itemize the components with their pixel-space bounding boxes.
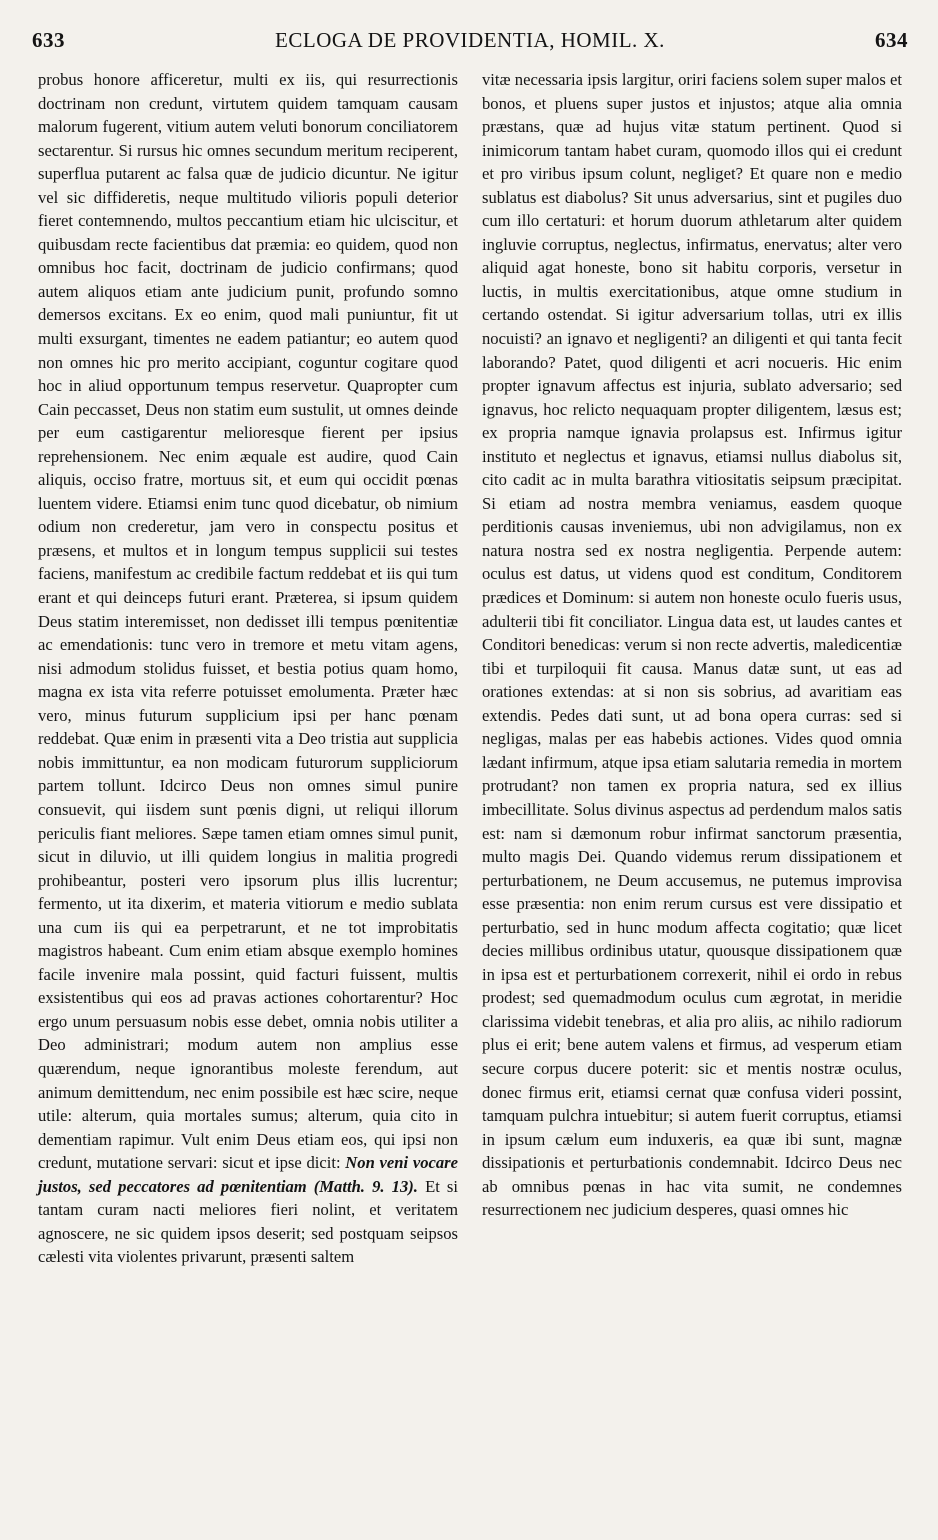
left-column-text-end: Et si tantam curam nacti meliores fieri nolint, et veritatem agnoscere, ne sic quidem ipsos deserit; sed postquam seipsos cælesti vita violentes privarunt, præsenti saltem	[38, 1176, 459, 1267]
running-title: ECLOGA DE PROVIDENTIA, HOMIL. X.	[275, 28, 665, 52]
right-column	[482, 68, 902, 1222]
left-column-paragraph	[38, 68, 458, 1269]
left-column-text: probus honore afficeretur, multi ex iis, qui resurrectionis doctrinam non credunt, virtutem quidem tamquam causam malorum fugerent, vitium autem veluti bonorum conciliatorem sectarentur. Si rursus hic omnes secundum meritum reciperent, superflua putarent ac falsa quæ de judicio dicuntur. Ne igitur vel sic diffideretis, neque multitudo vilioris populi deterior fieret contemnendo, multos peccantium etiam hic ulciscitur, et quibusdam recte facientibus dat præmia: eo quidem, quod non omnibus hoc facit, doctrinam de judicio confirmans; quod autem aliquos etiam ante judicium punit, profundo somno demersos excitans. Ex eo enim, quod mali puniuntur, fit ut multi exsurgant, timentes ne eadem patiantur; eo autem quod non omnes hic pro merito accipiant, coguntur cogitare quod hoc in aliud opportunum tempus reservetur. Quapropter cum Cain peccasset, Deus non statim eum sustulit, ut omnes deinde per eum castigarentur melioresque fierent per ipsius reprehensionem. Nec enim æquale est audire, quod Cain aliquis, occiso fratre, mortuus sit, et eum qui occidit pœnas luentem videre. Etiamsi enim tunc quod dicebatur, ob nimium odium non crederetur, jam vero in conspectu positus et præsens, et multos et in longum tempus supplicii sui testes faciens, manifestum ac credibile factum reddebat et iis qui tum erant et qui deinceps futuri erant. Præterea, si ipsum quidem Deus statim interemisset, non dedisset illi tempus pœnitentiæ ac emendationis: tunc vero in tremore et metu vitam agens, nisi admodum stolidus fuisset, et bestia potius quam homo, magna ex ista vita referre potuisset emolumenta. Præter hæc vero, minus futurum supplicium ipsi per hanc pœnam reddebat. Quæ enim in præsenti vita a Deo tristia aut supplicia nobis immittuntur, ea non modicam futurorum suppliciorum partem tollunt. Idcirco Deus non omnes simul punire consuevit, qui iisdem sunt pœnis digni, ut reliqui illorum periculis fiant meliores. Sæpe tamen etiam omnes simul punit, sicut in diluvio, ut illi quidem longius in malitia progredi prohibeantur, posteri vero ipsorum plus illis lucrentur; fermento, ut ita dixerim, et materia vitiorum e medio sublata una cum iis qui ea perpetrarunt, et ne tot improbitatis magistros habeant. Cum enim etiam absque exemplo homines facile invenire mala possint, quid facturi fuissent, multis exsistentibus qui eos ad pravas actiones cohortarentur? Hoc ergo unum persuasum nobis esse debet, omnia nobis utiliter a Deo administrari; modum autem non amplius esse quærendum, neque ignorantibus moleste ferendum, aut animum demittendum, nec enim possibile est hæc scire, neque utile: alterum, quia mortales sumus; alterum, quia cito in dementiam rapimur. Vult enim Deus etiam eos, qui ipsi non credunt, mutatione servari: sicut et ipse dicit:	[38, 70, 458, 1173]
page-number-left: 633	[32, 28, 65, 52]
running-header	[32, 14, 908, 54]
page-number-right: 634	[875, 28, 908, 52]
left-column	[38, 68, 458, 1269]
right-column-paragraph: vitæ necessaria ipsis largitur, oriri faciens solem super malos et bonos, et pluens super justos et injustos; atque alia omnia præstans, quæ ad hujus vitæ statum pertinent. Quod si inimicorum tantam habet curam, quomodo illos qui ei credunt et pro viribus ipsum colunt, negliget? Et quare non e medio sublatus est diabolus? Sit unus adversarius, sint et pugiles duo cum illo certaturi: et horum duorum athletarum alter quidem ingluvie corruptus, neglectus, infirmatus, enervatus; alter vero aliquid agat honeste, bono sit habitu corporis, versetur in luctis, in multis exercitationibus, atque omne studium in certando ostendat. Si igitur adversarium tollas, utri ex illis nocuisti? an ignavo et negligenti? an diligenti et qui tanta fecit laborando? Patet, quod diligenti et acri nocueris. Hic enim propter ignavum affectus est injuria, sublato adversario; sed ignavus, hoc relicto nequaquam propter diligentem, læsus est; ex propria namque ignavia prolapsus est. Infirmus igitur instituto et neglectus et ignavus, etiamsi nullus diabolus sit, cito cadit ac in multa barathra vitiositatis seipsum præcipitat. Si etiam ad nostra membra veniamus, easdem quoque perditionis causas inveniemus, ubi non advigilamus, non ex natura nostra sed ex nostra negligentia. Perpende autem: oculus est datus, ut videns quod est conditum, Conditorem prædices et Dominum: si autem non honeste oculo fueris usus, adulterii tibi fit conciliator. Lingua data est, ut laudes cantes et Conditori benedicas: verum si non recte advertis, maledicentiæ tibi et turpiloquii fit causa. Manus datæ sunt, ut eas ad orationes extendas: at si non sis sobrius, ad avaritiam eas extendis. Pedes dati sunt, ut ad bona opera curras: sed si negligas, malas per eas habebis actiones. Vides quod omnia lædant infirmum, atque ipsa etiam salutaria remedia in mortem protrudant? non tamen ex propria natura, sed ex illius imbecillitate. Solus divinus aspectus ad perdendum malos satis est: nam si dæmonum robur infirmat sanctorum præsentia, multo magis Dei. Quando videmus rerum dissipationem et perturbationem, ne Deum accusemus, ne putemus improvisa esse præsentia: non enim rerum cursus est vere dissipatio et perturbatio, sed in hunc modum affecta cogitatio; quæ licet decies millibus ordinibus utatur, quousque dissipationem quæ in ipsa est et perturbationem correxerit, nihil ei ordo in rebus prodest; sed quemadmodum oculus cum ægrotat, in meridie clarissima videbit tenebras, et alia pro aliis, ac nihilo radiorum plus ei erit; bene autem valens et firmus, ad vesperum etiam secure corpus ducere poterit: sic et mentis nostræ oculus, donec firmus erit, etiamsi cernat quæ confusa videri possint, tamquam pulchra intuebitur; si autem fuerit corruptus, etiamsi in ipsum cælum eum induxeris, ea quæ ibi sunt, magnæ dissipationis et perturbationis condemnabit. Idcirco Deus nec ab omnibus pœnas in hac vita sumit, ne condemnes resurrectionem nec judicium desperes, quasi omnes hic	[482, 70, 902, 1220]
scripture-citation: Non veni vocare justos, sed peccatores ad pœnitentiam (Matth. 9. 13).	[38, 1153, 458, 1196]
